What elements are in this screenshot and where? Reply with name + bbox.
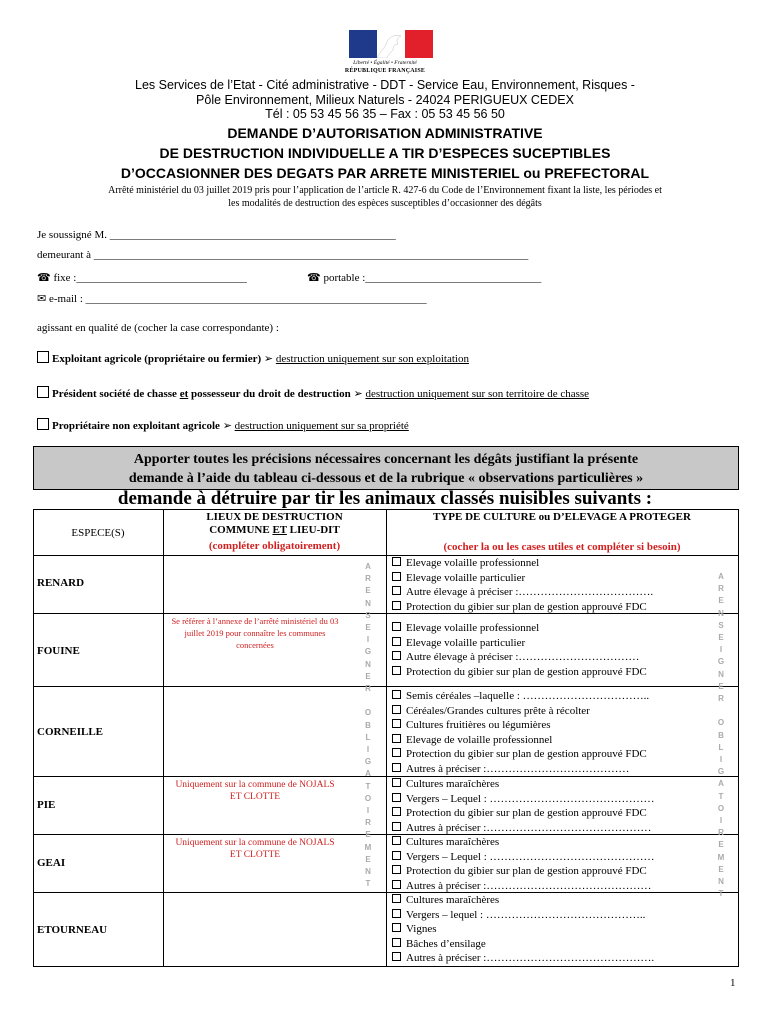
table-right-border bbox=[738, 509, 739, 966]
table-left-border bbox=[33, 509, 34, 966]
vertical-letter: S bbox=[365, 610, 371, 620]
notice-line-1: Apporter toutes les précisions nécessaires concernant les dégâts justifiant la présente bbox=[133, 452, 639, 467]
vertical-letter: T bbox=[718, 889, 724, 899]
col-header-culture-sub: (cocher la ou les cases utiles et compléter si besoin) bbox=[443, 541, 681, 553]
list-item[interactable]: Protection du gibier sur plan de gestion approuvé FDC bbox=[392, 747, 649, 762]
vertical-letter: M bbox=[364, 842, 372, 852]
vertical-letter: N bbox=[718, 608, 724, 618]
checkbox[interactable] bbox=[392, 705, 401, 714]
checkbox[interactable] bbox=[37, 418, 49, 430]
species-pie: PIE bbox=[37, 799, 56, 811]
list-item[interactable]: Autres à préciser :……………………………………… bbox=[392, 879, 655, 894]
checkbox[interactable] bbox=[392, 601, 401, 610]
vertical-letter: A bbox=[365, 562, 371, 571]
list-item[interactable]: Autres à préciser :………………………………… bbox=[392, 762, 649, 777]
republic-label: RÉPUBLIQUE FRANÇAISE bbox=[344, 68, 426, 74]
vertical-letter: N bbox=[365, 867, 371, 877]
vertical-letter: I bbox=[719, 645, 723, 655]
vertical-letter: R bbox=[365, 818, 371, 828]
vertical-letter: T bbox=[718, 791, 724, 801]
motto: Liberté • Égalité • Fraternité bbox=[353, 60, 417, 66]
checkbox[interactable] bbox=[392, 793, 401, 802]
list-item[interactable]: Vignes bbox=[392, 922, 654, 937]
vertical-letter: I bbox=[366, 806, 370, 816]
geai-options bbox=[392, 835, 655, 893]
email-icon: ✉ bbox=[37, 293, 47, 305]
decree-line-1: Arrêté ministériel du 03 juillet 2019 pris pour l’application de l’article R. 427-6 du Code de l’Environnement fixant la liste, les périodes et bbox=[108, 185, 662, 196]
vertical-letter: M bbox=[717, 852, 725, 862]
species-fouine: FOUINE bbox=[37, 645, 80, 657]
vertical-letter: N bbox=[365, 598, 371, 608]
vertical-letter: A bbox=[718, 572, 724, 581]
col-header-location: LIEUX DE DESTRUCTION COMMUNE ET LIEU-DIT (compléter obligatoirement) bbox=[206, 511, 343, 552]
checkbox[interactable] bbox=[392, 572, 401, 581]
notice-box bbox=[33, 446, 739, 490]
list-item[interactable]: Autres à préciser :………………………………………. bbox=[392, 951, 654, 966]
list-item[interactable]: Vergers – Lequel : ……………………………………… bbox=[392, 850, 655, 865]
page-number: 1 bbox=[730, 977, 736, 989]
list-item[interactable]: Vergers – lequel : …………………………………….. bbox=[392, 908, 654, 923]
etourneau-options bbox=[392, 893, 654, 966]
email-row bbox=[37, 292, 427, 305]
list-item[interactable]: Elevage volaille professionnel bbox=[392, 556, 653, 571]
phone-mobile-field[interactable]: portable :________________________________ bbox=[323, 272, 542, 284]
vertical-required-label-right bbox=[714, 571, 728, 900]
list-item[interactable]: Protection du gibier sur plan de gestion approuvé FDC bbox=[392, 864, 655, 879]
list-item[interactable]: Elevage volaille particulier bbox=[392, 571, 653, 586]
vertical-letter: S bbox=[718, 620, 724, 630]
vertical-required-label-left bbox=[361, 561, 375, 890]
vertical-letter: I bbox=[719, 816, 723, 826]
species-etourneau: ETOURNEAU bbox=[37, 924, 108, 936]
checkbox[interactable] bbox=[392, 586, 401, 595]
checkbox[interactable] bbox=[392, 778, 401, 787]
vertical-letter: O bbox=[717, 803, 725, 813]
option-owner[interactable]: Propriétaire non exploitant agricole ➢ destruction uniquement sur sa propriété bbox=[37, 418, 409, 432]
capacity-label: agissant en qualité de (cocher la case correspondante) : bbox=[37, 322, 279, 334]
list-item[interactable]: Protection du gibier sur plan de gestion approuvé FDC bbox=[392, 806, 655, 821]
vertical-letter: E bbox=[718, 681, 724, 691]
list-item[interactable]: Elevage de volaille professionnel bbox=[392, 733, 649, 748]
decree-line-2: les modalités de destruction des espèces susceptibles d’occasionner des dégâts bbox=[228, 198, 542, 209]
marianne-profile-icon bbox=[371, 32, 411, 58]
species-geai: GEAI bbox=[37, 857, 66, 869]
checkbox[interactable] bbox=[37, 351, 49, 363]
checkbox[interactable] bbox=[37, 386, 49, 398]
vertical-letter: R bbox=[718, 694, 724, 704]
species-renard: RENARD bbox=[37, 577, 85, 589]
vertical-letter: G bbox=[364, 647, 372, 657]
list-item[interactable]: Autres à préciser :……………………………………… bbox=[392, 821, 655, 836]
vertical-letter: G bbox=[717, 767, 725, 777]
vertical-letter: E bbox=[365, 586, 371, 596]
vertical-letter: E bbox=[365, 623, 371, 633]
request-title: demande à détruire par tir les animaux classés nuisibles suivants : bbox=[117, 488, 653, 509]
list-item[interactable]: Elevage volaille particulier bbox=[392, 636, 647, 651]
checkbox[interactable] bbox=[392, 836, 401, 845]
vertical-letter: A bbox=[718, 779, 724, 789]
vertical-letter: E bbox=[718, 633, 724, 643]
name-field[interactable]: Je soussigné M. ____________________________________________________ bbox=[37, 229, 396, 241]
list-item[interactable]: Protection du gibier sur plan de gestion approuvé FDC bbox=[392, 600, 653, 615]
vertical-letter: T bbox=[365, 879, 371, 889]
vertical-letter: R bbox=[365, 574, 371, 584]
list-item[interactable]: Bâches d’ensilage bbox=[392, 937, 654, 952]
vertical-letter: A bbox=[365, 769, 371, 779]
checkbox[interactable] bbox=[392, 748, 401, 757]
list-item[interactable]: Elevage volaille professionnel bbox=[392, 621, 647, 636]
list-item[interactable]: Semis céréales –laquelle : …………………………….. bbox=[392, 689, 649, 704]
phone-fixed-field[interactable]: fixe :_______________________________ bbox=[53, 272, 247, 284]
vertical-letter: E bbox=[365, 671, 371, 681]
header-line-3: Tél : 05 53 45 56 35 – Fax : 05 53 45 56 50 bbox=[265, 107, 505, 121]
fouine-options bbox=[392, 621, 647, 679]
title-line-2: DE DESTRUCTION INDIVIDUELLE A TIR D’ESPECES SUCEPTIBLES bbox=[159, 145, 611, 161]
list-item[interactable]: Céréales/Grandes cultures prête à récolter bbox=[392, 704, 649, 719]
checkbox[interactable] bbox=[392, 719, 401, 728]
checkbox[interactable] bbox=[392, 637, 401, 646]
nojals-note-pie: Uniquement sur la commune de NOJALS ET CLOTTE bbox=[175, 780, 335, 802]
checkbox[interactable] bbox=[392, 734, 401, 743]
phone-mobile-row bbox=[307, 271, 541, 284]
vertical-letter: T bbox=[365, 781, 371, 791]
list-item[interactable]: Protection du gibier sur plan de gestion approuvé FDC bbox=[392, 665, 647, 680]
col-header-species: ESPECE(S) bbox=[71, 527, 125, 539]
vertical-letter: R bbox=[718, 828, 724, 838]
checkbox[interactable] bbox=[392, 807, 401, 816]
vertical-letter: G bbox=[717, 657, 725, 667]
title-line-3: D’OCCASIONNER DES DEGATS PAR ARRETE MINISTERIEL ou PREFECTORAL bbox=[120, 165, 650, 181]
vertical-letter bbox=[714, 705, 728, 717]
list-item[interactable]: Vergers – Lequel : ……………………………………… bbox=[392, 792, 655, 807]
checkbox[interactable] bbox=[392, 938, 401, 947]
vertical-letter: O bbox=[364, 793, 372, 803]
list-item[interactable]: Cultures maraîchères bbox=[392, 893, 654, 908]
col-divider-2 bbox=[386, 509, 387, 966]
checkbox[interactable] bbox=[392, 865, 401, 874]
col-header-culture: TYPE DE CULTURE ou D’ELEVAGE A PROTEGER bbox=[433, 511, 691, 523]
vertical-letter: O bbox=[364, 708, 372, 718]
checkbox[interactable] bbox=[392, 952, 401, 961]
pie-options bbox=[392, 777, 655, 835]
checkbox[interactable] bbox=[392, 894, 401, 903]
vertical-letter: I bbox=[366, 635, 370, 645]
checkbox[interactable] bbox=[392, 690, 401, 699]
checkbox[interactable] bbox=[392, 666, 401, 675]
header-line-2: Pôle Environnement, Milieux Naturels - 24024 PERIGUEUX CEDEX bbox=[196, 93, 574, 107]
checkbox[interactable] bbox=[392, 880, 401, 889]
vertical-letter: E bbox=[718, 864, 724, 874]
notice-line-2: demande à l’aide du tableau ci-dessous et de la rubrique « observations particulières » bbox=[128, 471, 644, 486]
vertical-letter: E bbox=[365, 854, 371, 864]
checkbox[interactable] bbox=[392, 557, 401, 566]
vertical-letter: G bbox=[364, 757, 372, 767]
renard-options bbox=[392, 556, 653, 614]
phone-icon: ☎ bbox=[37, 272, 51, 284]
vertical-letter: L bbox=[718, 742, 724, 752]
title-line-1: DEMANDE D’AUTORISATION ADMINISTRATIVE bbox=[227, 125, 543, 141]
list-item[interactable]: Autre élevage à préciser :………………………………. bbox=[392, 585, 653, 600]
vertical-letter: N bbox=[718, 669, 724, 679]
checkbox[interactable] bbox=[392, 651, 401, 660]
species-corneille: CORNEILLE bbox=[37, 726, 104, 738]
list-item[interactable]: Cultures maraîchères bbox=[392, 777, 655, 792]
option-farmer[interactable]: Exploitant agricole (propriétaire ou fermier) ➢ destruction uniquement sur son exploitation bbox=[37, 351, 469, 365]
col-divider-1 bbox=[163, 509, 164, 966]
checkbox[interactable] bbox=[392, 763, 401, 772]
vertical-letter: E bbox=[718, 596, 724, 606]
list-item[interactable]: Cultures maraîchères bbox=[392, 835, 655, 850]
vertical-letter: R bbox=[718, 584, 724, 594]
vertical-letter: I bbox=[366, 745, 370, 755]
phone-fixed-row bbox=[37, 271, 247, 284]
vertical-letter: R bbox=[365, 684, 371, 694]
vertical-letter: E bbox=[718, 840, 724, 850]
marianne-logo bbox=[349, 30, 433, 58]
row-divider bbox=[33, 686, 739, 687]
vertical-letter: E bbox=[365, 830, 371, 840]
checkbox[interactable] bbox=[392, 909, 401, 918]
checkbox[interactable] bbox=[392, 923, 401, 932]
vertical-letter: N bbox=[365, 659, 371, 669]
header-line-1: Les Services de l’Etat - Cité administrative - DDT - Service Eau, Environnement, Risques - bbox=[135, 78, 635, 92]
vertical-letter: O bbox=[717, 718, 725, 728]
vertical-letter bbox=[361, 695, 375, 707]
table-bottom-border bbox=[33, 966, 739, 967]
mobile-phone-icon: ☎ bbox=[307, 272, 321, 284]
corneille-options bbox=[392, 689, 649, 777]
checkbox[interactable] bbox=[392, 822, 401, 831]
annex-note: Se référer à l’annexe de l’arrêté ministériel du 03 juillet 2019 pour connaître les communes concernées bbox=[171, 616, 339, 650]
vertical-letter: B bbox=[718, 730, 724, 740]
option-hunt-president[interactable]: Président société de chasse et possesseur du droit de destruction ➢ destruction uniquement sur son territoire de chasse bbox=[37, 386, 589, 400]
list-item[interactable]: Cultures fruitières ou légumières bbox=[392, 718, 649, 733]
list-item[interactable]: Autre élevage à préciser :…………………………… bbox=[392, 650, 647, 665]
address-field[interactable]: demeurant à _______________________________________________________________________________ bbox=[37, 249, 529, 261]
nojals-note-geai: Uniquement sur la commune de NOJALS ET CLOTTE bbox=[175, 838, 335, 860]
vertical-letter: B bbox=[365, 720, 371, 730]
vertical-letter: N bbox=[718, 877, 724, 887]
checkbox[interactable] bbox=[392, 851, 401, 860]
checkbox[interactable] bbox=[392, 622, 401, 631]
email-field[interactable]: e-mail : ______________________________________________________________ bbox=[48, 293, 427, 305]
vertical-letter: I bbox=[719, 755, 723, 765]
vertical-letter: L bbox=[365, 732, 371, 742]
